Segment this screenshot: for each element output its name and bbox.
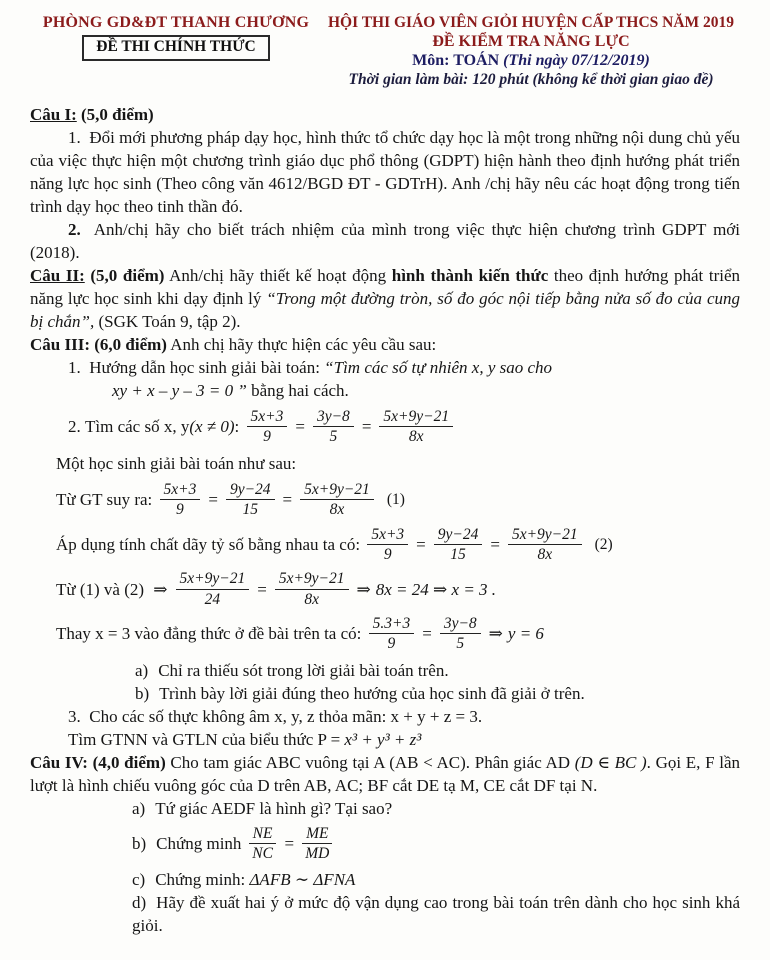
cau1-item2-text: Anh/chị hãy cho biết trách nhiệm của mình trong việc thực hiện chương trình GDPT mới (2018). — [30, 220, 741, 262]
cau3-a-text: Chỉ ra thiếu sót trong lời giải bài toán trên. — [158, 660, 449, 680]
equals-sign: = — [490, 534, 500, 554]
fraction-eq3-2: $\frac{5x+9y-21}{8x}$ — [275, 569, 349, 609]
equation-tag-1: (1) — [386, 491, 405, 509]
exam-date: (Thi ngày 07/12/2019) — [499, 52, 650, 69]
equals-sign: = — [282, 490, 293, 510]
equals-sign: = — [208, 490, 218, 510]
cau2-paragraph — [30, 264, 740, 333]
cau1-item1-text: Đổi mới phương pháp dạy học, hình thức tổ chức dạy học là một trong những nội dung chủ yếu của việc thực hiện một chương trình giáo dục phổ thông (GDPT) hiện hành theo định hướng phát triển năng lực học sinh (Theo công văn 4612/BGD ĐT - GDTrH). Anh /chị hãy nêu các hoạt động trong tiến trình dạy học theo tinh thần đó. — [30, 128, 741, 216]
fraction-eq2-1: $\frac{5x+3}{9}$ — [367, 525, 408, 565]
fraction-eq0-2: $\frac{3y-8}{5}$ — [313, 407, 354, 447]
fraction-ne-nc: $\frac{NE}{NC}$ — [249, 824, 277, 864]
equation-tag-2: (2) — [594, 535, 613, 553]
cau3-item3 — [30, 705, 740, 728]
cau3-item1-number: 1. — [68, 358, 85, 377]
cau4-sub-item-b — [132, 824, 740, 864]
cau4-c-text: Chứng minh: — [155, 869, 250, 889]
official-exam-box: ĐỀ THI CHÍNH THỨC — [82, 35, 269, 61]
cau3-b-label: b) — [135, 683, 150, 703]
cau4-d-text: Hãy đề xuất hai ý ở mức độ vận dụng cao trong bài toán trên dành cho học sinh khá giỏi. — [132, 892, 740, 935]
fraction-eq2-3: $\frac{5x+9y-21}{8x}$ — [508, 525, 582, 565]
fraction-eq1-3: $\frac{5x+9y-21}{8x}$ — [300, 480, 374, 520]
cau3-item1-text: Hướng dẫn học sinh giải bài toán: — [85, 358, 325, 377]
cau3-eq3-line — [56, 569, 740, 609]
equals-sign: = — [257, 579, 267, 599]
fraction-eq4-2: $\frac{3y-8}{5}$ — [440, 614, 481, 654]
fraction-me-md: $\frac{ME}{MD}$ — [302, 824, 332, 864]
contest-name: HỘI THI GIÁO VIÊN GIỎI HUYỆN CẤP THCS NĂM 2019 — [327, 14, 735, 31]
cau4-condition: (D ∈ BC ) — [574, 752, 647, 772]
fraction-eq2-2: $\frac{9y-24}{15}$ — [434, 525, 483, 565]
cau3-item1-quote2: xy + x – y – 3 = 0 ” — [112, 381, 247, 400]
cau4-c-similar-triangles: ΔAFB ∼ ΔFNA — [249, 869, 356, 889]
cau3-item1-line1 — [30, 356, 740, 379]
cau3-eq4-line — [56, 614, 740, 654]
header-left-block — [30, 14, 322, 89]
cau3-item3-number: 3. — [68, 706, 85, 726]
exam-body — [30, 103, 740, 937]
cau3-item2-number: 2. — [68, 417, 85, 437]
implies-sign: ⇒ — [153, 579, 168, 599]
cau3-p-expression: x³ + y³ + z³ — [344, 729, 422, 749]
equals-sign: = — [295, 417, 305, 437]
cau4-text2: . Gọi E, F lần lượt là hình chiếu vuông góc của D trên AB, AC; BF cắt DE tạ M, CE cắt DF tại N. — [30, 752, 741, 795]
implies-sign: ⇒ — [488, 624, 503, 644]
cau1-item2 — [30, 218, 740, 264]
fraction-eq1-2: $\frac{9y-24}{15}$ — [226, 480, 275, 520]
cau1-item2-number: 2. — [68, 220, 88, 239]
cau3-eq1-lead: Từ GT suy ra: — [56, 490, 157, 510]
subject-line — [322, 52, 740, 70]
cau3-a-label: a) — [135, 660, 149, 680]
fraction-eq1-1: $\frac{5x+3}{9}$ — [160, 480, 201, 520]
cau4-b-text: Chứng minh — [156, 834, 246, 854]
cau3-eq4-lead: Thay x = 3 vào đẳng thức ở đề bài trên ta có: — [56, 624, 366, 644]
cau2-bold-phrase: hình thành kiến thức — [391, 266, 549, 285]
cau2-text3: (SGK Toán 9, tập 2). — [94, 312, 241, 331]
cau2-points: (5,0 điểm) — [84, 266, 165, 285]
fraction-eq4-1: $\frac{5.3+3}{9}$ — [369, 614, 415, 654]
cau2-label: Câu II: — [30, 266, 85, 285]
cau4-sub-items — [30, 797, 740, 937]
cau4-a-text: Tứ giác AEDF là hình gì? Tại sao? — [155, 798, 393, 818]
cau3-eq3-lead: Từ (1) và (2) — [56, 579, 149, 599]
duration-line: Thời gian làm bài: 120 phút (không kể thời gian giao đề) — [348, 71, 714, 88]
cau4-sub-item-a — [132, 797, 740, 820]
document-header — [30, 14, 740, 89]
cau4-b-label: b) — [132, 834, 147, 854]
cau3-sub-item-b — [135, 682, 740, 705]
cau4-paragraph — [30, 751, 740, 797]
cau4-sub-item-d — [132, 891, 740, 937]
cau3-item3-line2 — [68, 728, 740, 751]
cau3-gtnn-text: Tìm GTNN và GTLN của biểu thức P = — [68, 729, 345, 749]
cau1-item1 — [30, 126, 740, 218]
cau2-theorem-quote: “Trong một đường tròn, số đo góc nội tiếp bằng nửa số đo của cung bị chắn”, — [30, 289, 740, 331]
official-exam-box-wrap — [30, 32, 322, 61]
cau1-label: Câu I: — [30, 105, 77, 124]
cau1-item1-number: 1. — [68, 128, 86, 147]
issuing-department: PHÒNG GD&ĐT THANH CHƯƠNG — [42, 14, 310, 31]
cau3-item1-line2 — [112, 379, 740, 402]
equals-sign: = — [416, 534, 426, 554]
cau3-sub-item-a — [135, 659, 740, 682]
cau3-eq4-tail: y = 6 — [507, 624, 544, 644]
cau4-a-label: a) — [132, 798, 146, 818]
cau3-heading — [30, 333, 740, 356]
cau3-label: Câu III: (6,0 điểm) — [30, 335, 167, 354]
cau4-d-label: d) — [132, 892, 147, 912]
cau3-item1-tail: bằng hai cách. — [246, 381, 349, 400]
cau1-points: (5,0 điểm) — [76, 105, 154, 124]
cau1-heading — [30, 103, 740, 126]
cau3-item2-text: Tìm các số x, y — [85, 417, 190, 437]
cau4-text1: Cho tam giác ABC vuông tại A (AB < AC). Phân giác AD — [165, 752, 575, 772]
cau2-text2: theo định hướng phát triển năng lực học sinh khi dạy định lý — [30, 266, 740, 308]
cau4-label: Câu IV: (4,0 điểm) — [30, 752, 166, 772]
cau3-eq2-lead: Áp dụng tính chất dãy tỷ số bằng nhau ta có: — [56, 534, 365, 554]
fraction-eq0-1: $\frac{5x+3}{9}$ — [247, 407, 288, 447]
equals-sign: = — [361, 417, 372, 437]
fraction-eq3-1: $\frac{5x+9y-21}{24}$ — [176, 569, 250, 609]
cau2-text1: Anh/chị hãy thiết kế hoạt động — [164, 266, 392, 285]
cau3-item3-text: Cho các số thực không âm x, y, z thỏa mãn: x + y + z = 3. — [85, 706, 483, 726]
cau3-item1-quote1: “Tìm các số tự nhiên x, y sao cho — [324, 358, 553, 377]
cau4-sub-item-c — [132, 868, 740, 891]
cau3-b-text: Trình bày lời giải đúng theo hướng của học sinh đã giải ở trên. — [159, 683, 585, 703]
cau3-item2-equation-line — [68, 407, 740, 447]
header-right-block — [322, 14, 740, 89]
equals-sign: = — [284, 834, 295, 854]
fraction-eq0-3: $\frac{5x+9y-21}{8x}$ — [379, 407, 453, 447]
subject-name: Môn: TOÁN — [412, 52, 500, 69]
cau4-c-label: c) — [132, 869, 146, 889]
equals-sign: = — [422, 624, 432, 644]
cau3-eq3-tail: 8x = 24 ⇒ x = 3 . — [375, 579, 497, 599]
exam-title: ĐỀ KIỂM TRA NĂNG LỰC — [432, 33, 630, 50]
cau3-eq2-line — [56, 525, 740, 565]
implies-sign: ⇒ — [356, 579, 371, 599]
cau3-item2-colon: : — [234, 417, 244, 437]
cau3-eq1-line — [56, 480, 740, 520]
cau3-student-intro: Một học sinh giải bài toán như sau: — [56, 453, 297, 473]
cau3-intro: Anh chị hãy thực hiện các yêu cầu sau: — [166, 335, 437, 354]
cau3-item2-condition: (x ≠ 0) — [189, 417, 235, 437]
